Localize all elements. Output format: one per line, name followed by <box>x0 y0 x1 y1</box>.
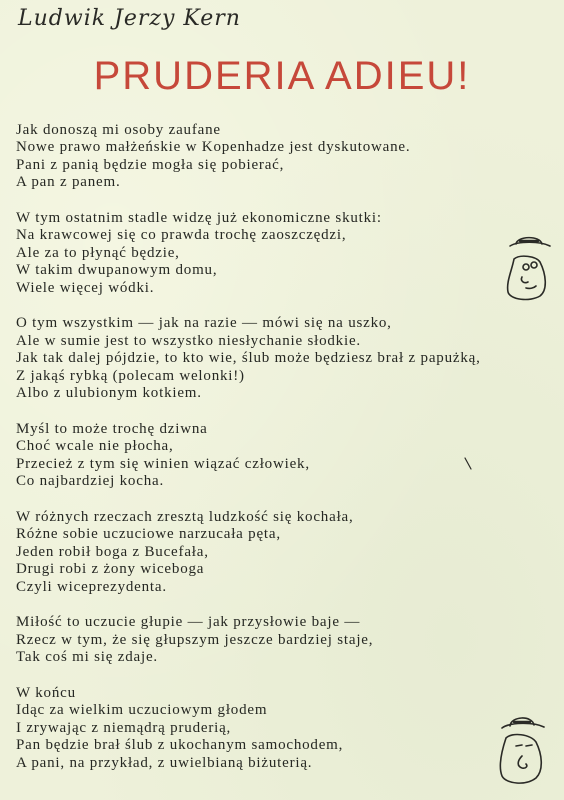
poem-line: Albo z ulubionym kotkiem. <box>16 385 202 402</box>
poem-line: O tym wszystkim — jak na razie — mówi się na uszko, <box>16 315 392 332</box>
stanza-7 <box>16 685 552 772</box>
stanza-3 <box>16 315 552 402</box>
poem-line: W różnych rzeczach zresztą ludzkość się kochała, <box>16 508 354 525</box>
poem-line: I zrywając z niemądrą pruderią, <box>16 719 232 736</box>
poem-line: Przecież z tym się winien wiązać człowiek, <box>16 455 310 472</box>
poem-line: Myśl to może trochę dziwna <box>16 420 208 437</box>
poem-line: Tak coś mi się zdaje. <box>16 649 158 666</box>
stanza-1 <box>16 122 552 192</box>
poem-line: Co najbardziej kocha. <box>16 473 164 490</box>
poem-line: W tym ostatnim stadle widzę już ekonomiczne skutki: <box>16 210 382 227</box>
poem-line: Idąc za wielkim uczuciowym głodem <box>16 702 268 719</box>
poem-title: PRUDERIA ADIEU! <box>93 54 471 98</box>
poem-line: Jak donoszą mi osoby zaufane <box>16 122 221 138</box>
poem-line: Drugi robi z żony wiceboga <box>16 561 205 578</box>
poem-line: W takim dwupanowym domu, <box>16 262 218 279</box>
poem-line: Jeden robił boga z Bucefała, <box>16 543 209 560</box>
poem-line: Ale w sumie jest to wszystko niesłychanie słodkie. <box>16 332 361 349</box>
stanza-5 <box>16 509 552 596</box>
hatted-face-doodle-top <box>500 232 556 306</box>
poem-line: Miłość to uczucie głupie — jak przysłowie baje — <box>16 614 361 631</box>
stanza-2 <box>16 210 552 297</box>
poem-line: Nowe prawo małżeńskie w Kopenhadze jest dyskutowane. <box>16 139 411 156</box>
poem-line: Pan będzie brał ślub z ukochanym samochodem, <box>16 737 344 754</box>
poem-line: Jak tak dalej pójdzie, to kto wie, ślub może będziesz brał z papużką, <box>16 350 481 367</box>
poem-line: Wiele więcej wódki. <box>16 279 155 296</box>
poem-line: Czyli wiceprezydenta. <box>16 578 167 595</box>
poem-line: Różne sobie uczuciowe narzucała pęta, <box>16 526 281 543</box>
poem-line: Z jakąś rybką (polecam welonki!) <box>16 367 245 384</box>
poem-line: Choć wcale nie płocha, <box>16 438 174 455</box>
author-name: Ludwik Jerzy Kern <box>18 6 241 31</box>
poem-line: Na krawcowej się co prawda trochę zaoszczędzi, <box>16 227 347 244</box>
poem-line: A pani, na przykład, z uwielbianą biżuterią. <box>16 754 313 771</box>
poem-line: Ale za to płynąć będzie, <box>16 244 180 261</box>
stanza-6 <box>16 614 552 666</box>
poem-line: Pani z panią będzie mogła się pobierać, <box>16 156 285 173</box>
hatted-face-doodle-bottom <box>494 712 550 788</box>
poem-line: W końcu <box>16 684 76 701</box>
tick-mark <box>463 457 473 471</box>
poem-line: Rzecz w tym, że się głupszym jeszcze bardziej staje, <box>16 631 374 648</box>
stanza-4 <box>16 421 552 491</box>
poem-line: A pan z panem. <box>16 174 121 191</box>
